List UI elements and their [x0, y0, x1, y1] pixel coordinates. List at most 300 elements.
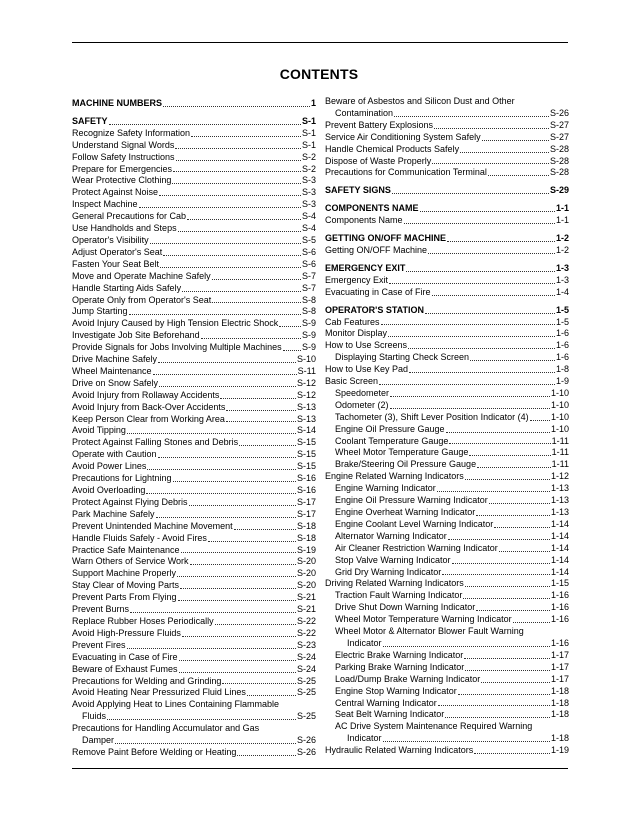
toc-entry[interactable]: [325, 602, 569, 614]
toc-section-heading[interactable]: [72, 116, 316, 128]
toc-entry[interactable]: [72, 354, 316, 366]
toc-entry[interactable]: [325, 376, 569, 388]
dot-leader: [158, 457, 296, 458]
toc-entry[interactable]: [325, 567, 569, 579]
dot-leader: [464, 658, 550, 659]
toc-entry[interactable]: [72, 152, 316, 164]
toc-page-number: S-11: [297, 365, 316, 376]
toc-entry[interactable]: [72, 425, 316, 437]
dot-leader: [153, 374, 297, 375]
dot-leader: [176, 160, 301, 161]
dot-leader: [469, 455, 550, 456]
toc-entry-text: Precautions for Handling Accumulator and Gas: [72, 723, 260, 734]
toc-entry[interactable]: [72, 580, 316, 592]
toc-entry-text: Support Machine Properly: [72, 568, 177, 579]
toc-page-number: S-25: [296, 687, 316, 698]
toc-entry[interactable]: [325, 352, 569, 364]
toc-entry-text: Service Air Conditioning System Safely: [325, 131, 481, 142]
toc-entry[interactable]: [325, 167, 569, 179]
top-rule: [72, 42, 568, 43]
dot-leader: [173, 171, 301, 172]
toc-entry[interactable]: [325, 650, 569, 662]
toc-entry-text: Avoid Injury from Back-Over Accidents: [72, 401, 226, 412]
toc-page-number: 1-14: [550, 530, 569, 541]
toc-entry-text: Wheel Maintenance: [72, 365, 152, 376]
toc-entry[interactable]: [72, 676, 316, 688]
toc-entry-text: Speedometer: [335, 387, 390, 398]
toc-entry-text: Avoid Injury from Rollaway Accidents: [72, 389, 220, 400]
toc-entry-text: General Precautions for Cab: [72, 211, 187, 222]
toc-entry[interactable]: [72, 140, 316, 152]
toc-page-number: 1-3: [555, 274, 569, 285]
toc-entry[interactable]: [72, 652, 316, 664]
toc-entry-text: Fluids: [82, 711, 107, 722]
toc-page-number: S-27: [549, 131, 569, 142]
dot-leader: [438, 705, 550, 706]
dot-leader: [115, 743, 296, 744]
toc-page-number: S-9: [301, 342, 316, 353]
toc-entry[interactable]: [72, 699, 316, 723]
toc-page-number: S-7: [301, 282, 316, 293]
toc-entry-text: Avoid Power Lines: [72, 461, 147, 472]
toc-entry-text: Prevent Battery Explosions: [325, 119, 434, 130]
dot-leader: [465, 479, 550, 480]
bottom-rule: [72, 768, 568, 769]
toc-page-number: 1-3: [555, 262, 569, 273]
toc-entry-text: Use Handholds and Steps: [72, 223, 177, 234]
toc-entry[interactable]: [72, 664, 316, 676]
toc-entry-text: Engine Related Warning Indicators: [325, 471, 464, 482]
toc-entry[interactable]: [72, 330, 316, 342]
dot-leader: [442, 574, 550, 575]
toc-entry[interactable]: [72, 175, 316, 187]
toc-entry[interactable]: [72, 521, 316, 533]
toc-entry[interactable]: [325, 120, 569, 132]
toc-section-heading[interactable]: [325, 203, 569, 215]
toc-entry[interactable]: [72, 402, 316, 414]
toc-entry[interactable]: [72, 616, 316, 628]
toc-page-number: S-3: [301, 175, 316, 186]
dot-leader: [226, 410, 296, 411]
toc-entry[interactable]: [325, 340, 569, 352]
toc-page-number: S-17: [296, 496, 316, 507]
toc-entry-text: Remove Paint Before Welding or Heating: [72, 746, 237, 757]
toc-page-number: S-28: [549, 167, 569, 178]
toc-page-number: S-8: [301, 294, 316, 305]
dot-leader: [127, 433, 296, 434]
toc-page-number: S-26: [296, 746, 316, 757]
dot-leader: [449, 443, 550, 444]
dot-leader: [107, 719, 296, 720]
toc-entry-text: Operate Only from Operator's Seat: [72, 294, 212, 305]
toc-entry[interactable]: [325, 400, 569, 412]
toc-entry[interactable]: [72, 235, 316, 247]
toc-page-number: 1-10: [550, 387, 569, 398]
toc-entry[interactable]: [72, 223, 316, 235]
toc-entry-text: Provide Signals for Jobs Involving Multiple Machines: [72, 342, 282, 353]
toc-page-number: S-13: [296, 413, 316, 424]
toc-entry-text: Indicator: [347, 637, 382, 648]
toc-section-heading[interactable]: [72, 98, 316, 110]
dot-leader: [220, 398, 296, 399]
toc-entry[interactable]: [72, 473, 316, 485]
toc-entry-text: Wheel Motor & Alternator Blower Fault Warning: [335, 626, 524, 637]
dot-leader: [237, 755, 296, 756]
toc-page-number: 1-16: [550, 637, 569, 648]
toc-entry-text: MACHINE NUMBERS: [72, 98, 162, 108]
toc-entry[interactable]: [72, 485, 316, 497]
toc-page-number: S-2: [301, 163, 316, 174]
toc-entry[interactable]: [72, 497, 316, 509]
toc-entry[interactable]: [325, 328, 569, 340]
toc-entry[interactable]: [325, 364, 569, 376]
dot-leader: [381, 324, 555, 325]
toc-page-number: S-9: [301, 318, 316, 329]
toc-entry-text: Move and Operate Machine Safely: [72, 270, 211, 281]
toc-entry-text: Handle Starting Aids Safely: [72, 282, 182, 293]
toc-page-number: 1-13: [550, 495, 569, 506]
toc-entry-text: Handle Chemical Products Safely: [325, 143, 460, 154]
toc-entry-text: Protect Against Flying Debris: [72, 496, 188, 507]
toc-entry[interactable]: [325, 555, 569, 567]
dot-leader: [476, 515, 550, 516]
toc-entry[interactable]: [72, 640, 316, 652]
dot-leader: [159, 195, 301, 196]
toc-entry[interactable]: [325, 471, 569, 483]
toc-entry[interactable]: [325, 483, 569, 495]
toc-page-number: S-1: [301, 115, 316, 126]
toc-entry[interactable]: [72, 437, 316, 449]
toc-entry[interactable]: [325, 388, 569, 400]
toc-entry-text: Air Cleaner Restriction Warning Indicator: [335, 542, 498, 553]
toc-entry[interactable]: [325, 686, 569, 698]
toc-entry-text: Wear Protective Clothing: [72, 175, 172, 186]
toc-page-number: 1-17: [550, 649, 569, 660]
toc-page-number: S-26: [549, 107, 569, 118]
toc-page-number: S-19: [296, 544, 316, 555]
toc-page-number: 1-10: [550, 423, 569, 434]
toc-entry-text: Operator's Visibility: [72, 234, 149, 245]
toc-page-number: S-10: [296, 354, 316, 365]
toc-page-number: S-15: [296, 449, 316, 460]
toc-entry-text: OPERATOR'S STATION: [325, 304, 424, 315]
dot-leader: [173, 481, 296, 482]
toc-entry[interactable]: [72, 283, 316, 295]
toc-entry[interactable]: [325, 144, 569, 156]
toc-entry-text: Central Warning Indicator: [335, 697, 437, 708]
toc-entry-text: Engine Stop Warning Indicator: [335, 685, 457, 696]
toc-entry[interactable]: [72, 259, 316, 271]
toc-entry[interactable]: [72, 747, 316, 759]
toc-page-number: 1-5: [555, 316, 569, 327]
toc-entry[interactable]: [72, 687, 316, 699]
toc-entry[interactable]: [325, 447, 569, 459]
toc-entry[interactable]: [325, 721, 569, 745]
dot-leader: [452, 563, 550, 564]
toc-entry[interactable]: [72, 390, 316, 402]
toc-entry[interactable]: [325, 412, 569, 424]
toc-entry[interactable]: [72, 628, 316, 640]
dot-leader: [434, 128, 549, 129]
toc-entry[interactable]: [325, 578, 569, 590]
dot-leader: [383, 646, 550, 647]
toc-page-number: 1-14: [550, 518, 569, 529]
toc-entry-text: GETTING ON/OFF MACHINE: [325, 233, 446, 244]
dot-leader: [379, 384, 555, 385]
dot-leader: [428, 253, 555, 254]
toc-page-number: 1-11: [551, 435, 569, 446]
toc-entry-text: Coolant Temperature Gauge: [335, 435, 449, 446]
dot-leader: [283, 350, 301, 351]
toc-entry[interactable]: [72, 211, 316, 223]
toc-entry[interactable]: [325, 287, 569, 299]
toc-page-number: S-21: [296, 604, 316, 615]
toc-entry-text: Operate with Caution: [72, 449, 157, 460]
dot-leader: [179, 672, 296, 673]
toc-entry[interactable]: [325, 495, 569, 507]
toc-entry[interactable]: [72, 199, 316, 211]
dot-leader: [159, 386, 296, 387]
toc-entry-text: Alternator Warning Indicator: [335, 530, 447, 541]
toc-right-column: [325, 96, 569, 757]
toc-entry-text: Prevent Unintended Machine Movement: [72, 520, 233, 531]
dot-leader: [447, 241, 555, 242]
dot-leader: [477, 467, 551, 468]
toc-entry[interactable]: [72, 556, 316, 568]
toc-entry-text: Seat Belt Warning Indicator: [335, 709, 445, 720]
toc-entry[interactable]: [325, 507, 569, 519]
toc-page-number: 1: [310, 98, 316, 108]
toc-entry-text: Driving Related Warning Indicators: [325, 578, 464, 589]
toc-entry-text: Engine Oil Pressure Gauge: [335, 423, 445, 434]
toc-entry-text: Understand Signal Words: [72, 139, 175, 150]
toc-entry[interactable]: [72, 366, 316, 378]
toc-entry[interactable]: [325, 245, 569, 257]
toc-entry[interactable]: [325, 519, 569, 531]
toc-page-number: S-25: [296, 675, 316, 686]
toc-page-number: 1-14: [550, 554, 569, 565]
toc-entry-text: Precautions for Welding and Grinding: [72, 675, 222, 686]
toc-page-number: S-27: [549, 119, 569, 130]
toc-entry[interactable]: [325, 543, 569, 555]
toc-page-number: 1-4: [555, 286, 569, 297]
dot-leader: [215, 624, 296, 625]
dot-leader: [163, 106, 310, 107]
toc-page-number: 1-2: [555, 244, 569, 255]
toc-entry[interactable]: [72, 318, 316, 330]
dot-leader: [234, 529, 296, 530]
dot-leader: [425, 313, 555, 314]
dot-leader: [178, 600, 296, 601]
toc-entry[interactable]: [325, 132, 569, 144]
toc-page-number: 1-18: [550, 733, 569, 744]
toc-page-number: 1-1: [555, 215, 569, 226]
toc-entry[interactable]: [72, 545, 316, 557]
toc-entry[interactable]: [325, 317, 569, 329]
toc-entry[interactable]: [72, 604, 316, 616]
toc-entry[interactable]: [72, 533, 316, 545]
toc-entry-text: SAFETY: [72, 115, 108, 126]
toc-section-heading[interactable]: [325, 185, 569, 197]
toc-entry-text: EMERGENCY EXIT: [325, 262, 406, 273]
dot-leader: [180, 588, 296, 589]
toc-entry[interactable]: [72, 509, 316, 521]
toc-entry-text: Evacuating in Case of Fire: [72, 651, 178, 662]
toc-entry[interactable]: [325, 156, 569, 168]
toc-entry[interactable]: [325, 96, 569, 120]
dot-leader: [222, 683, 296, 684]
dot-leader: [530, 420, 550, 421]
toc-page-number: 1-18: [550, 709, 569, 720]
toc-entry-text: Contamination: [335, 107, 394, 118]
toc-entry[interactable]: [72, 461, 316, 473]
toc-entry-text: Drive Shut Down Warning Indicator: [335, 602, 476, 613]
toc-entry-text: Warn Others of Service Work: [72, 556, 189, 567]
toc-entry[interactable]: [325, 745, 569, 757]
toc-entry[interactable]: [325, 674, 569, 686]
toc-page-number: S-28: [549, 143, 569, 154]
toc-page-number: 1-10: [550, 399, 569, 410]
toc-page-number: S-9: [301, 330, 316, 341]
dot-leader: [172, 183, 301, 184]
toc-entry[interactable]: [72, 128, 316, 140]
dot-leader: [394, 116, 549, 117]
dot-leader: [182, 291, 301, 292]
toc-page-number: 1-15: [550, 578, 569, 589]
toc-entry[interactable]: [325, 626, 569, 650]
toc-entry-text: Precautions for Lightning: [72, 473, 172, 484]
toc-entry[interactable]: [325, 424, 569, 436]
toc-entry[interactable]: [72, 449, 316, 461]
toc-page-number: 1-18: [550, 685, 569, 696]
toc-entry-text: Damper: [82, 735, 115, 746]
toc-entry-text: Replace Rubber Hoses Periodically: [72, 615, 214, 626]
toc-entry-text: Follow Safety Instructions: [72, 151, 175, 162]
toc-page-number: S-21: [296, 592, 316, 603]
toc-entry-text: Protect Against Noise: [72, 187, 159, 198]
toc-entry[interactable]: [325, 590, 569, 602]
toc-entry[interactable]: [72, 378, 316, 390]
dot-leader: [383, 741, 550, 742]
toc-section-heading[interactable]: [325, 263, 569, 275]
dot-leader: [208, 541, 296, 542]
toc-page-number: S-12: [296, 377, 316, 388]
toc-entry[interactable]: [72, 723, 316, 747]
toc-entry-text: COMPONENTS NAME: [325, 203, 419, 214]
toc-entry-text: Wheel Motor Temperature Warning Indicator: [335, 614, 512, 625]
dot-leader: [178, 231, 301, 232]
toc-entry-text: How to Use Screens: [325, 340, 408, 351]
toc-entry-text: How to Use Key Pad: [325, 364, 409, 375]
toc-entry[interactable]: [325, 459, 569, 471]
toc-entry-text: Avoid Applying Heat to Lines Containing Flammable: [72, 699, 279, 710]
dot-leader: [448, 539, 550, 540]
dot-leader: [160, 267, 301, 268]
dot-leader: [408, 348, 555, 349]
toc-entry[interactable]: [72, 164, 316, 176]
dot-leader: [279, 326, 301, 327]
toc-entry-text: Prevent Fires: [72, 639, 126, 650]
toc-entry-text: Beware of Asbestos and Silicon Dust and Other: [325, 96, 515, 106]
toc-entry[interactable]: [325, 662, 569, 674]
toc-entry-text: Practice Safe Maintenance: [72, 544, 180, 555]
dot-leader: [247, 695, 296, 696]
toc-page-number: 1-9: [555, 376, 569, 387]
toc-entry[interactable]: [325, 709, 569, 721]
toc-entry[interactable]: [72, 568, 316, 580]
toc-entry[interactable]: [325, 436, 569, 448]
toc-entry[interactable]: [72, 342, 316, 354]
toc-page-number: 1-8: [555, 364, 569, 375]
toc-entry[interactable]: [325, 275, 569, 287]
toc-page-number: S-16: [296, 473, 316, 484]
toc-entry[interactable]: [325, 531, 569, 543]
toc-page-number: S-18: [296, 532, 316, 543]
dot-leader: [182, 636, 296, 637]
toc-entry-text: Avoid Injury Caused by High Tension Electric Shock: [72, 318, 279, 329]
toc-entry-text: Engine Oil Pressure Warning Indicator: [335, 495, 488, 506]
toc-page-number: S-13: [296, 401, 316, 412]
toc-page-number: 1-11: [551, 447, 569, 458]
toc-entry[interactable]: [325, 614, 569, 626]
toc-entry[interactable]: [72, 247, 316, 259]
toc-entry-text: Prevent Burns: [72, 604, 130, 615]
toc-entry[interactable]: [325, 698, 569, 710]
toc-entry-text: Stop Valve Warning Indicator: [335, 554, 451, 565]
toc-entry-continuation: [325, 638, 569, 650]
dot-leader: [476, 610, 550, 611]
toc-entry[interactable]: [72, 306, 316, 318]
toc-page-number: 1-13: [550, 483, 569, 494]
dot-leader: [201, 338, 301, 339]
toc-entry-continuation: [325, 733, 569, 745]
dot-leader: [465, 586, 550, 587]
dot-leader: [212, 279, 301, 280]
toc-entry[interactable]: [72, 295, 316, 307]
toc-page-number: 1-12: [550, 471, 569, 482]
dot-leader: [488, 175, 549, 176]
dot-leader: [190, 564, 296, 565]
toc-page-number: S-20: [296, 568, 316, 579]
toc-entry-text: Avoid Heating Near Pressurized Fluid Lines: [72, 687, 246, 698]
toc-entry[interactable]: [72, 271, 316, 283]
toc-section-heading[interactable]: [325, 305, 569, 317]
dot-leader: [458, 694, 550, 695]
toc-entry[interactable]: [72, 414, 316, 426]
dot-leader: [177, 576, 296, 577]
toc-entry-text: Keep Person Clear from Working Area: [72, 413, 225, 424]
toc-entry-text: Park Machine Safely: [72, 508, 155, 519]
toc-page-number: 1-11: [551, 459, 569, 470]
toc-page-number: S-4: [301, 211, 316, 222]
toc-entry-text: SAFETY SIGNS: [325, 185, 391, 196]
dot-leader: [139, 207, 301, 208]
toc-entry-continuation: [72, 711, 316, 723]
toc-entry-text: Monitor Display: [325, 328, 388, 339]
toc-entry-text: Prevent Parts From Flying: [72, 592, 177, 603]
toc-page-number: 1-16: [550, 602, 569, 613]
toc-entry[interactable]: [72, 592, 316, 604]
toc-page-number: S-15: [296, 437, 316, 448]
toc-section-heading[interactable]: [325, 233, 569, 245]
dot-leader: [181, 552, 296, 553]
dot-leader: [432, 163, 549, 164]
toc-page-number: S-1: [301, 127, 316, 138]
toc-page-number: S-5: [301, 234, 316, 245]
toc-entry-text: Odometer (2): [335, 399, 389, 410]
toc-entry[interactable]: [72, 187, 316, 199]
toc-entry[interactable]: [325, 215, 569, 227]
